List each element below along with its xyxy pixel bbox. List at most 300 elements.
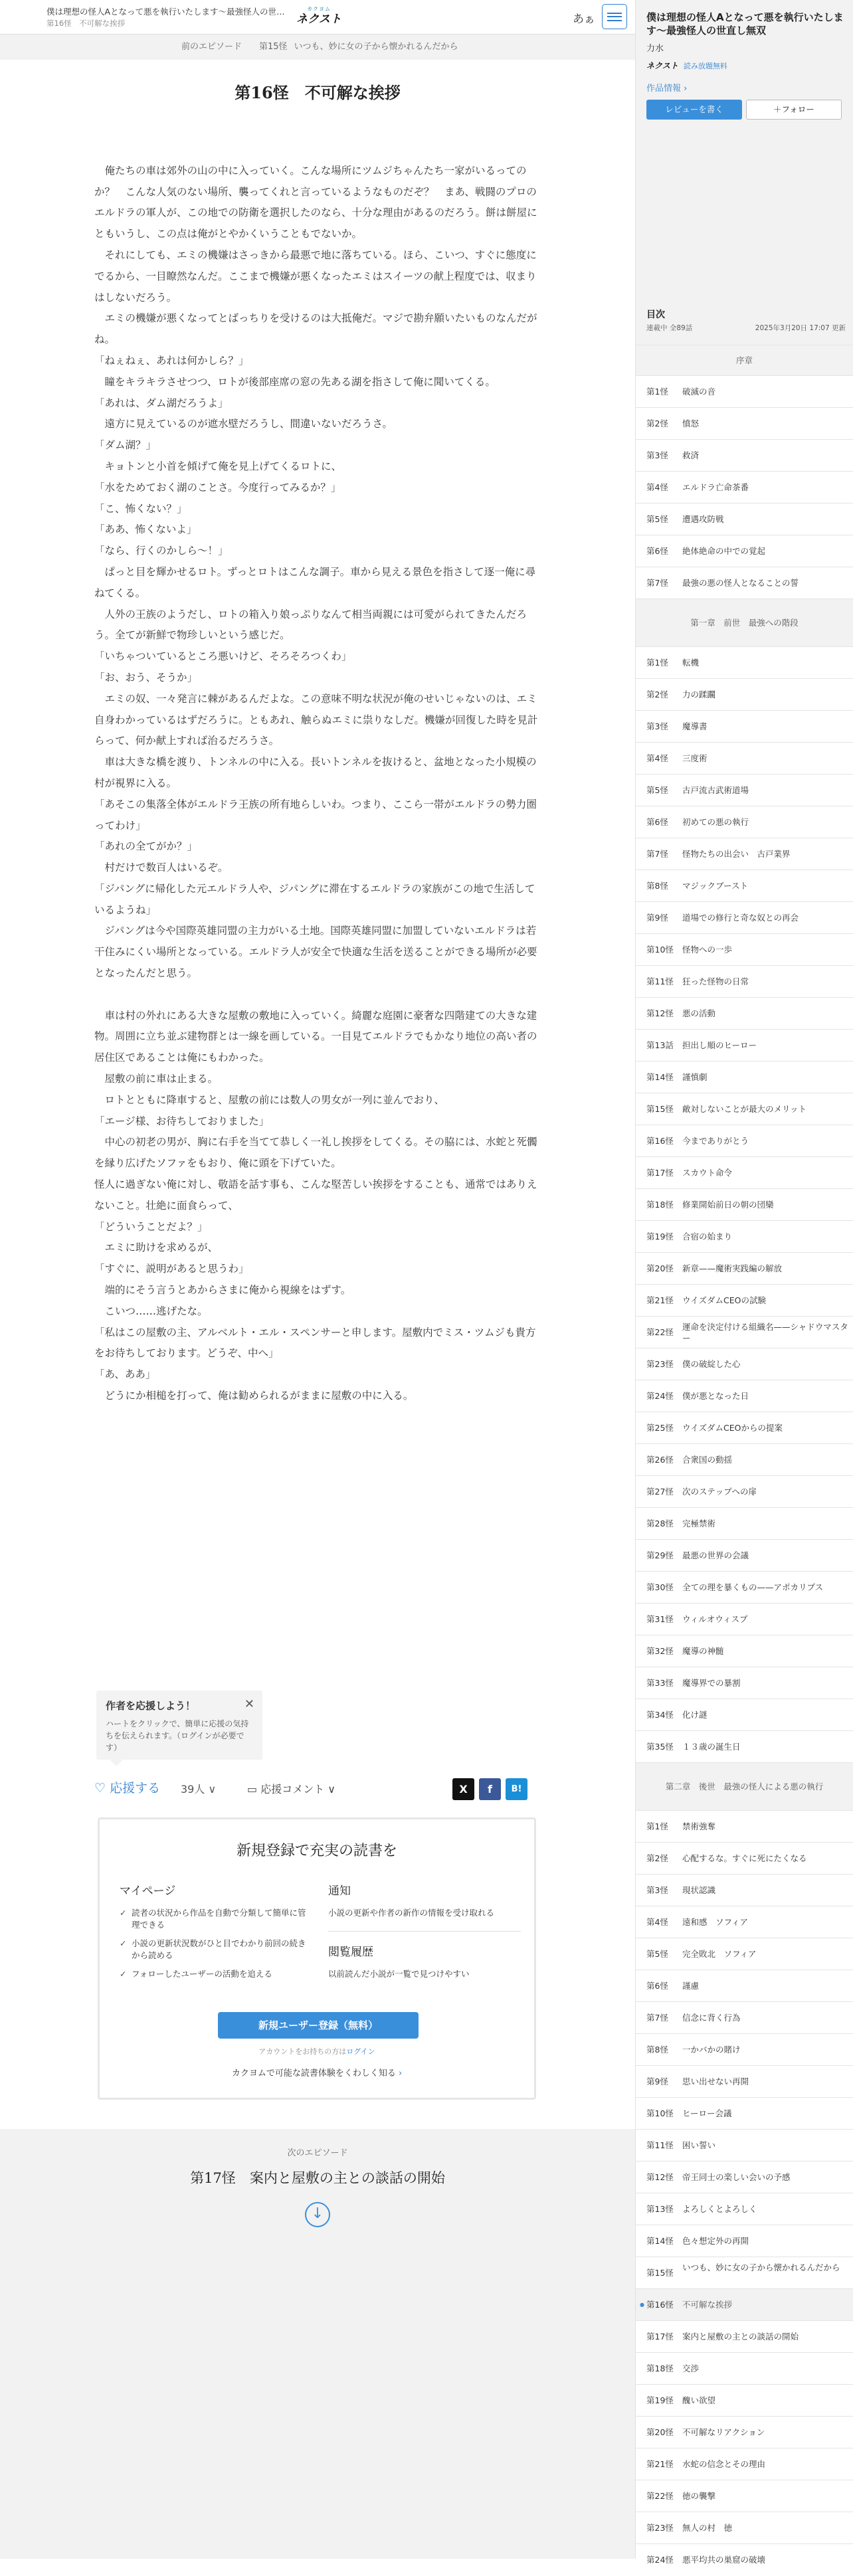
toc-item-title: 修業開始前日の朝の団欒 (682, 1200, 774, 1210)
toc-item-title: 三度術 (682, 753, 708, 763)
toc-item-title: 次のステップへの扉 (682, 1487, 757, 1497)
toc-item[interactable] (636, 1380, 853, 1412)
toc-item-number: 第27怪 (646, 1487, 674, 1497)
body-paragraph: 「すぐに、説明があると思うわ」 (94, 1263, 249, 1275)
toc-menu-button[interactable] (602, 4, 627, 29)
toc-item[interactable] (636, 2256, 853, 2288)
toc-item-number: 第31怪 (646, 1614, 674, 1624)
toc-item[interactable] (636, 1667, 853, 1699)
body-paragraph: ジパングは今や国際英雄同盟の主力がいる土地。国際英雄同盟に加盟していないエルドラは若干住みにくい場所となっている。エルドラ人が安全で快適な生活を送ることができる場所が必要となったんだと思う。 (94, 925, 537, 980)
toc-item-number: 第3怪 (646, 1885, 668, 1895)
mypage-item: ✓ 読者の状況から作品を自動で分類して簡単に管理できる (120, 1907, 312, 1931)
toc-item-number: 第17怪 (646, 2332, 674, 2342)
toc-item-number: 第1怪 (646, 1821, 668, 1831)
toc-item[interactable] (636, 1699, 853, 1730)
toc-item[interactable] (636, 997, 853, 1029)
body-paragraph: 中心の初老の男が、胸に右手を当てて恭しく一礼し挨拶をしてくる。その脇には、水蛇と死髑を縁り広げたソファをもおり、俺に頭を下げていた。 (94, 1136, 537, 1170)
toc-item[interactable] (636, 1475, 853, 1507)
toc-item-title: 全ての理を暴くもの——アポカリプス (682, 1582, 824, 1592)
toc-item-title: 不可解なリアクション (682, 2427, 765, 2437)
close-icon[interactable]: ✕ (244, 1697, 254, 1711)
toc-item-number: 第7怪 (646, 578, 668, 588)
toc-item-title: 遠和感 ソフィア (682, 1917, 749, 1927)
toc-item-number: 第22怪 (646, 1327, 674, 1337)
toc-item[interactable] (636, 774, 853, 806)
toc-item-number: 第23怪 (646, 1359, 674, 1369)
toc-item-title: 化け謎 (682, 1710, 708, 1720)
font-settings-button[interactable]: あぁ (573, 13, 595, 26)
toc-item-title: 破滅の音 (682, 387, 716, 397)
toc-item-title: 無人の村 徳 (682, 2523, 733, 2533)
toc-item[interactable] (636, 2448, 853, 2480)
facebook-share-icon[interactable]: f (479, 1778, 501, 1800)
body-paragraph: 「水をためておく湖のことさ。今度行ってみるか？」 (94, 481, 341, 494)
toc-item[interactable] (636, 1412, 853, 1443)
toc-item-title: 心配するな。すぐに死にたくなる (682, 1853, 807, 1863)
toc-item[interactable] (636, 1156, 853, 1188)
toc-item-title: 困い誓い (682, 2140, 716, 2150)
body-paragraph: 車は村の外れにある大きな屋敷の敷地に入っていく。綺麗な庭園に豪奢な四階建ての大きな建物。周囲に立ち並ぶ建物群とは一線を画している。一目見てエルドラでもかなり地位の高い者の居住区であることは俺にもわかった。 (94, 1009, 537, 1064)
toc-item-number: 第20怪 (646, 2427, 674, 2437)
cheer-tooltip-desc: ハートをクリックで、簡単に応援の気持ちを伝えられます。（ログインが必要です） (106, 1719, 249, 1752)
toc-item-number: 第7怪 (646, 2013, 668, 2023)
toc-item-title: 不可解な挨拶 (682, 2300, 733, 2310)
work-info-link[interactable]: 作品情報 › (646, 84, 688, 94)
toc-item-number: 第2怪 (646, 690, 668, 699)
toc-item-title: 運命を決定付ける組織名——シャドウマスター (682, 1322, 848, 1343)
body-paragraph: エミの機嫌が悪くなってとばっちりを受けるのは大抵俺だ。マジで勘弁願いたいものなんだがね。 (94, 312, 537, 346)
register-button[interactable]: 新規ユーザー登録（無料） (218, 2012, 419, 2039)
episode-title: 第16怪 不可解な挨拶 (235, 83, 401, 102)
follow-button[interactable]: ＋フォロー (746, 100, 842, 120)
body-paragraph: どうにか相槌を打って、俺は勧められるがままに屋敷の中に入る。 (94, 1390, 414, 1402)
toc-item-title: 完全敗北 ソフィア (682, 1949, 757, 1959)
cheer-tooltip-title: 作者を応援しよう！ (106, 1700, 196, 1712)
toc-item[interactable] (636, 838, 853, 870)
toc-item-number: 第6怪 (646, 817, 668, 827)
body-paragraph: 人外の王族のようだし、ロトの箱入り娘っぷりなんて相当両親には可愛がられてきたんだろう。全てが新鮮で物珍しいという感じだ。 (94, 608, 527, 642)
body-paragraph: 遠方に見えているのが遮水壁だろうし、間違いないだろうさ。 (94, 418, 393, 430)
body-paragraph: 「お、おう、そうか」 (94, 671, 198, 684)
toc-item-number: 第16怪 (646, 1136, 674, 1146)
body-paragraph: 村だけで数百人はいるぞ。 (94, 862, 229, 874)
body-paragraph: 「あれの全てがか？」 (94, 840, 198, 853)
toc-item[interactable] (636, 2033, 853, 2065)
toc-item[interactable] (636, 407, 853, 439)
toc-item-title: 現状認識 (682, 1885, 716, 1895)
toc-item-number: 第26怪 (646, 1455, 674, 1465)
cheer-comment-button[interactable]: ▭ 応援コメント ∨ (247, 1783, 336, 1795)
toc-item-number: 第15怪 (646, 2268, 674, 2278)
current-episode-crumb (259, 35, 458, 60)
toc-item[interactable] (636, 2129, 853, 2161)
toc-item[interactable] (636, 2161, 853, 2193)
current-episode-crumb-title: いつも、妙に女の子から懐かれるんだから (294, 42, 458, 52)
toc-item[interactable] (636, 646, 853, 678)
toc-item-title: 最強の悪の怪人となることの誓 (682, 578, 799, 588)
toc-item-title: 謹慮 (682, 1981, 700, 1991)
toc-item[interactable] (636, 1029, 853, 1061)
toc-item-number: 第14怪 (646, 2236, 674, 2246)
toc-item-number: 第4怪 (646, 482, 668, 492)
body-paragraph: エミの奴、一々発言に棘があるんだよな。この意味不明な状況が俺のせいじゃないのは、エミ自身わかっているはずだろうに。ともあれ、触らぬエミに祟りなしだ。機嫌が回復した時を見計らって、何か献上すれば治るだろうさ。 (94, 692, 538, 747)
toc-item-title: スカウト命令 (682, 1168, 733, 1178)
toc-item[interactable] (636, 2193, 853, 2225)
toc-item[interactable] (636, 1810, 853, 1842)
toc-item-number: 第21怪 (646, 2459, 674, 2469)
toc-item[interactable] (636, 1125, 853, 1156)
toc-item-number: 第11怪 (646, 2140, 674, 2150)
toc-item[interactable] (636, 1188, 853, 1220)
toc-item-number: 第10怪 (646, 2108, 674, 2118)
toc-item-title: 醜い欲望 (682, 2395, 716, 2405)
current-episode-number: 第15怪 (259, 42, 288, 52)
body-paragraph: 「ジパングに帰化した元エルドラ人や、ジパングに滞在するエルドラの家族がこの地で生活しているようね」 (94, 882, 535, 916)
toc-item-number: 第22怪 (646, 2491, 674, 2501)
mypage-section (120, 1881, 312, 1987)
cheer-row (94, 1778, 539, 1798)
toc-item-title: 一かバかの賭け (682, 2045, 741, 2055)
toc-item-number: 第25怪 (646, 1423, 674, 1433)
body-paragraph: 「あ、ああ」 (94, 1368, 156, 1381)
body-paragraph: 「あれは、ダム湖だろうよ」 (94, 397, 229, 409)
author-name[interactable]: 力水 (646, 44, 664, 54)
next-episode-title[interactable]: 第17怪 案内と屋敷の主との談話の開始 (190, 2170, 445, 2186)
toc-item[interactable] (636, 678, 853, 710)
toc-item-title: 魔導書 (682, 721, 708, 731)
toc-item[interactable] (636, 1348, 853, 1380)
body-paragraph (94, 984, 539, 1006)
toc-item-title: 徳の襲撃 (682, 2491, 716, 2501)
toc-item[interactable] (636, 1539, 853, 1571)
toc-item[interactable] (636, 535, 853, 567)
toc-item[interactable] (636, 2225, 853, 2256)
toc-item[interactable] (636, 1284, 853, 1316)
toc-item-title: １３歳の誕生日 (682, 1742, 741, 1752)
toc-item-title: 色々想定外の再開 (682, 2236, 749, 2246)
toc-item-number: 第5怪 (646, 1949, 668, 1959)
toc-item-title: 合衆国の動揺 (682, 1455, 733, 1465)
notice-section (328, 1881, 521, 1980)
toc-item-title: 古戸流古武術道場 (682, 785, 749, 795)
toc-item-number: 第6怪 (646, 546, 668, 556)
toc-item-number: 第20怪 (646, 1263, 674, 1273)
toc-item[interactable] (636, 806, 853, 838)
toc-item-number: 第2怪 (646, 418, 668, 428)
toc-item-title: 水蛇の信念とその理由 (682, 2459, 766, 2469)
toc-item-title: 僕が悪となった日 (682, 1391, 749, 1401)
body-paragraph: 車は大きな橋を渡り、トンネルの中に入る。長いトンネルを抜けると、盆地となった小規模の村が視界に入る。 (94, 756, 537, 789)
toc-item[interactable] (636, 2352, 853, 2384)
toc-item-number: 第32怪 (646, 1646, 674, 1656)
toc-item-number: 第30怪 (646, 1582, 674, 1592)
toc-item-title: 帝王同士の楽しい会いの予感 (682, 2172, 791, 2182)
toc-item-number: 第7怪 (646, 849, 668, 859)
toc-item-title: いつも、妙に女の子から懐かれるんだから (682, 2262, 840, 2272)
toc-item-number: 第1怪 (646, 658, 668, 668)
toc-item-number: 第5怪 (646, 785, 668, 795)
toc-item-number: 第34怪 (646, 1710, 674, 1720)
notice-title: 通知 (328, 1885, 351, 1898)
toc-item[interactable] (636, 1443, 853, 1475)
toc-item-number: 第35怪 (646, 1742, 674, 1752)
next-episode-section (0, 2129, 635, 2559)
body-paragraph: 「エージ様、お待ちしておりました」 (94, 1115, 270, 1127)
toc-item-title: 合宿の始まり (682, 1232, 733, 1242)
toc-item-number: ● 第16怪 (646, 2289, 674, 2321)
toc-item-title: ウイズダムCEOからの提案 (682, 1423, 783, 1433)
toc-chapter-heading: 第一章 前世 最強への階段 (636, 598, 853, 646)
toc-item[interactable] (636, 1842, 853, 1874)
toc-item[interactable] (636, 1507, 853, 1539)
body-paragraph: 「こ、怖くない？」 (94, 502, 187, 515)
top-bar (0, 0, 635, 35)
sidebar-work-title[interactable]: 僕は理想の怪人Aとなって悪を執行いたします～最強怪人の世直し無双 (646, 11, 844, 37)
toc-status: 連載中 全89話 (646, 324, 693, 332)
toc-item-title: 交渉 (682, 2363, 700, 2373)
toc-item[interactable] (636, 901, 853, 933)
register-panel (98, 1817, 536, 2100)
login-line (100, 2046, 534, 2057)
toc-item-number: 第5怪 (646, 514, 668, 524)
toc-item-title: 信念に背く行為 (682, 2013, 741, 2023)
toc-item-title: 憤怒 (682, 418, 700, 428)
toc-item-title: 怪物たちの出会い 古戸業界 (682, 849, 791, 859)
toc-item-number: 第3怪 (646, 721, 668, 731)
toc-item[interactable] (636, 2065, 853, 2097)
toc-item-title: 完極禁術 (682, 1518, 716, 1528)
toc-item-title: よろしくとよろしく (682, 2204, 757, 2214)
toc-item[interactable] (636, 439, 853, 471)
toc-item-title: 狂った怪物の日常 (682, 976, 749, 986)
body-paragraph: 「あそこの集落全体がエルドラ王族の所有地らしいわ。つまり、ここら一帯がエルドラの勢力圏ってわけ」 (94, 798, 537, 832)
toc-item-number: 第18怪 (646, 2363, 674, 2373)
toc-item-title: 悪の活動 (682, 1008, 716, 1018)
toc-item-number: 第9怪 (646, 2076, 668, 2086)
toc-item[interactable] (636, 2416, 853, 2448)
toc-item-title: エルドラ亡命茶番 (682, 482, 749, 492)
toc-item-number: 第1怪 (646, 387, 668, 397)
body-paragraph: 「どういうことだよ？」 (94, 1220, 208, 1233)
body-paragraph: キョトンと小首を傾げて俺を見上げてくるロトに、 (94, 460, 342, 472)
toc-item[interactable] (636, 1938, 853, 1970)
mypage-item: ✓ フォローしたユーザーの活動を追える (120, 1968, 312, 1980)
learn-more-line (100, 2066, 534, 2078)
login-link[interactable]: ログイン (346, 2047, 375, 2056)
body-paragraph: ぱっと目を輝かせるロト。ずっとロトはこんな調子。車から見える景色を指さして逐一俺に尋ねてくる。 (94, 565, 536, 599)
toc-item[interactable] (636, 503, 853, 535)
toc-item-title: ヒーロー会議 (682, 2108, 732, 2118)
toc-item-number: 第10怪 (646, 945, 674, 955)
episode-body (94, 139, 539, 1407)
toc-item[interactable] (636, 1874, 853, 1906)
toc-meta (646, 323, 846, 333)
toc-item-number: 第28怪 (646, 1518, 674, 1528)
toc-item-title: 謹慎劇 (682, 1072, 708, 1082)
body-paragraph: 怪人に過ぎない俺に対し、敬語を話す事も、こんな堅苦しい挨拶をすることも、通常ではありえないこと。壮絶に面食らって、 (94, 1178, 537, 1212)
toc-item-title: 怪物への一歩 (682, 945, 733, 955)
toc-item-number: 第23怪 (646, 2523, 674, 2533)
toc-item-title: 力の蹂躙 (682, 690, 716, 699)
toc-item-title: 絶体絶命の中での覚起 (682, 546, 766, 556)
toc-item[interactable] (636, 2384, 853, 2416)
toc-item-number: 第4怪 (646, 1917, 668, 1927)
toc-item[interactable] (636, 2512, 853, 2543)
body-paragraph (94, 139, 539, 161)
body-paragraph: 「ねぇねぇ、あれは何かしら？」 (94, 354, 249, 367)
toc-item-title: 担出し順のヒーロー (682, 1040, 757, 1050)
body-paragraph: 「いちゃついているところ悪いけど、そろそろつくわ」 (94, 650, 352, 663)
work-title-link[interactable]: 僕は理想の怪人Aとなって悪を執行いたします～最強怪人の世… (47, 7, 285, 17)
notice-text: 小説の更新や作者の新作の情報を受け取れる (328, 1908, 495, 1918)
prev-episode-link[interactable]: 前のエピソード (181, 42, 242, 52)
toc-item-title: 思い出せない再開 (682, 2076, 749, 2086)
site-logo[interactable] (296, 5, 342, 29)
toc-item-title: 転機 (682, 658, 700, 668)
body-paragraph: 「私はこの屋敷の主、アルベルト・エル・スペンサーと申します。屋敷内でミス・ツムジも貴方をお待ちしております。どうぞ、中へ」 (94, 1326, 536, 1360)
toc-item-number: 第24怪 (646, 2555, 674, 2565)
toc-item[interactable] (636, 1970, 853, 2001)
toc-item-number: 第13怪 (646, 2204, 674, 2214)
episode-navigation (0, 35, 635, 60)
history-title: 閲覧履歴 (328, 1946, 373, 1959)
body-paragraph: 屋敷の前に車は止まる。 (94, 1073, 219, 1085)
body-paragraph: エミに助けを求めるが、 (94, 1242, 219, 1254)
cheer-tooltip (96, 1691, 262, 1760)
toc-item-title: 敵対しないことが最大のメリット (682, 1104, 807, 1114)
toc-item-title: 僕の破綻した心 (682, 1359, 741, 1369)
toc-item-number: 第29怪 (646, 1550, 674, 1560)
toc-item[interactable] (636, 933, 853, 965)
toc-item-number: 第17怪 (646, 1168, 674, 1178)
toc-item-title: ウイズダムCEOの試験 (682, 1295, 766, 1305)
learn-more-link[interactable]: カクヨムで可能な読書体験をくわしく知る (231, 2069, 396, 2078)
toc-item-number: 第33怪 (646, 1678, 674, 1688)
toc-item-number: 第9怪 (646, 913, 668, 923)
hatena-share-icon[interactable]: B! (506, 1778, 527, 1800)
toc-item-title: 今までありがとう (682, 1136, 749, 1146)
toc-item[interactable] (636, 1571, 853, 1603)
toc-item[interactable] (636, 1061, 853, 1093)
toc-item[interactable] (636, 1220, 853, 1252)
sidebar-logo-text: ネクスト (646, 61, 678, 70)
toc-item-number: 第12怪 (646, 2172, 674, 2182)
body-paragraph: 俺たちの車は郊外の山の中に入っていく。こんな場所にツムジちゃんたち一家がいるってのか？ こんな人気のない場所、襲ってくれと言っているようなものだぞ？ まあ、戦闘のプロのエルドラの軍人が、この地での防衛を選択したのなら、十分な理由があるのだろう。餅は餅屋にともいうし、この点は俺がとやかくいうこともでないか。 (94, 164, 537, 240)
login-prefix: アカウントをお持ちの方は (258, 2047, 347, 2056)
toc-item-title: ウィルオウィスプ (682, 1614, 748, 1624)
toc-item-title: マジックブースト (682, 881, 749, 891)
next-episode-label: 次のエピソード (287, 2148, 348, 2158)
toc-item[interactable] (636, 1252, 853, 1284)
register-heading: 新規登録で充実の読書を (236, 1843, 397, 1859)
hamburger-icon[interactable] (11, 8, 28, 25)
mypage-title: マイページ (120, 1885, 176, 1898)
cheer-count[interactable]: 39人 ∨ (181, 1783, 217, 1795)
toc-item[interactable] (636, 1316, 853, 1348)
toc-heading: 目次 (646, 310, 665, 320)
toc-chapter-heading: 第二章 後世 最強の怪人による悪の執行 (636, 1762, 853, 1810)
toc-item[interactable] (636, 742, 853, 774)
toc-item-title: 遭遇攻防戦 (682, 514, 724, 524)
toc-item[interactable] (636, 965, 853, 997)
toc-item-number: 第8怪 (646, 2045, 668, 2055)
toc-item[interactable] (636, 2001, 853, 2033)
toc-item[interactable] (636, 2097, 853, 2129)
sidebar (635, 0, 853, 2565)
toc-chapter-heading: 序章 (636, 345, 853, 375)
toc-item-number: 第4怪 (646, 753, 668, 763)
body-paragraph: こいつ……逃げたな。 (94, 1305, 208, 1317)
toc-item-number: 第11怪 (646, 976, 674, 986)
chevron-right-icon: › (398, 2069, 403, 2078)
toc-item-title: 救済 (682, 450, 700, 460)
body-paragraph: ロトとともに降車すると、屋敷の前には数人の男女が一列に並んでおり、 (94, 1093, 445, 1106)
toc-item-title: 悪平均共の巣窟の破壊 (682, 2555, 766, 2565)
body-paragraph: それにしても、エミの機嫌はさっきから最悪で地に落ちている。ほら、こいつ、すぐに態度にでるから、一目瞭然なんだ。ここまで機嫌が悪くなったエミはスイーツの献上程度では、収まりはしないだろう。 (94, 248, 537, 304)
toc-item-number: 第18怪 (646, 1200, 674, 1210)
toc-item[interactable] (636, 1603, 853, 1635)
body-paragraph: 「なら、行くのかしら～！」 (94, 545, 229, 557)
toc-item-title: 禁術強奪 (682, 1821, 716, 1831)
toc-item[interactable] (636, 1906, 853, 1938)
toc-item[interactable] (636, 1635, 853, 1667)
logo-small-text: カクヨム (307, 6, 331, 12)
toc-item-number: 第3怪 (646, 450, 668, 460)
toc-item-number: 第6怪 (646, 1981, 668, 1991)
toc-item[interactable] (636, 567, 853, 598)
body-paragraph: 瞳をキラキラさせつつ、ロトが後部座席の窓の先ある湖を指さして俺に聞いてくる。 (94, 375, 496, 388)
toc-item[interactable] (636, 2480, 853, 2512)
history-text: 以前読んだ小説が一覧で見つけやすい (328, 1969, 470, 1979)
toc-item-title: 魔導界での暴割 (682, 1678, 741, 1688)
toc-item[interactable] (636, 1730, 853, 1762)
toc-item[interactable] (636, 471, 853, 503)
toc-item[interactable] (636, 2320, 853, 2352)
arrow-down-icon[interactable]: ↓ (305, 2202, 330, 2227)
sidebar-logo (646, 60, 727, 71)
toc-item-title: 最悪の世界の会議 (682, 1550, 749, 1560)
x-share-icon[interactable]: X (452, 1778, 474, 1800)
write-review-button[interactable]: レビューを書く (646, 100, 742, 120)
sidebar-logo-note: 読み放題無料 (683, 62, 727, 70)
mypage-item: ✓ 小説の更新状況数がひと目でわかり前回の続きから読める (120, 1938, 312, 1962)
toc-item-number: 第19怪 (646, 2395, 674, 2405)
body-paragraph: 「ダム湖？」 (94, 439, 157, 452)
toc-item-current[interactable] (636, 2288, 853, 2320)
toc-item-number: 第13話 (646, 1040, 674, 1050)
cheer-button[interactable]: ♡ 応援する (94, 1781, 161, 1795)
toc-item-title: 案内と屋敷の主との談話の開始 (682, 2332, 799, 2342)
toc-item[interactable] (636, 375, 853, 407)
toc-updated: 2025年3月20日 17:07 更新 (755, 324, 846, 332)
toc-item[interactable] (636, 710, 853, 742)
toc-item-title: 初めての悪の執行 (682, 817, 749, 827)
toc-item-number: 第14怪 (646, 1072, 674, 1082)
toc-item[interactable] (636, 870, 853, 901)
toc-item-number: 第19怪 (646, 1232, 674, 1242)
toc-item-title: 新章——魔術実践編の解放 (682, 1263, 783, 1273)
toc-item-title: 道場での修行と奇な奴との再会 (682, 913, 799, 923)
toc-item-number: 第2怪 (646, 1853, 668, 1863)
toc-item[interactable] (636, 2543, 853, 2575)
logo-big-text: ネクスト (296, 13, 341, 26)
toc-item-number: 第12怪 (646, 1008, 674, 1018)
toc-item[interactable] (636, 1093, 853, 1125)
toc-item-number: 第8怪 (646, 881, 668, 891)
toc-item-number: 第15怪 (646, 1104, 674, 1114)
current-episode-label: 第16怪 不可解な挨拶 (47, 19, 126, 28)
body-paragraph: 端的にそう言うとあからさまに俺から視線をはずす。 (94, 1284, 351, 1297)
